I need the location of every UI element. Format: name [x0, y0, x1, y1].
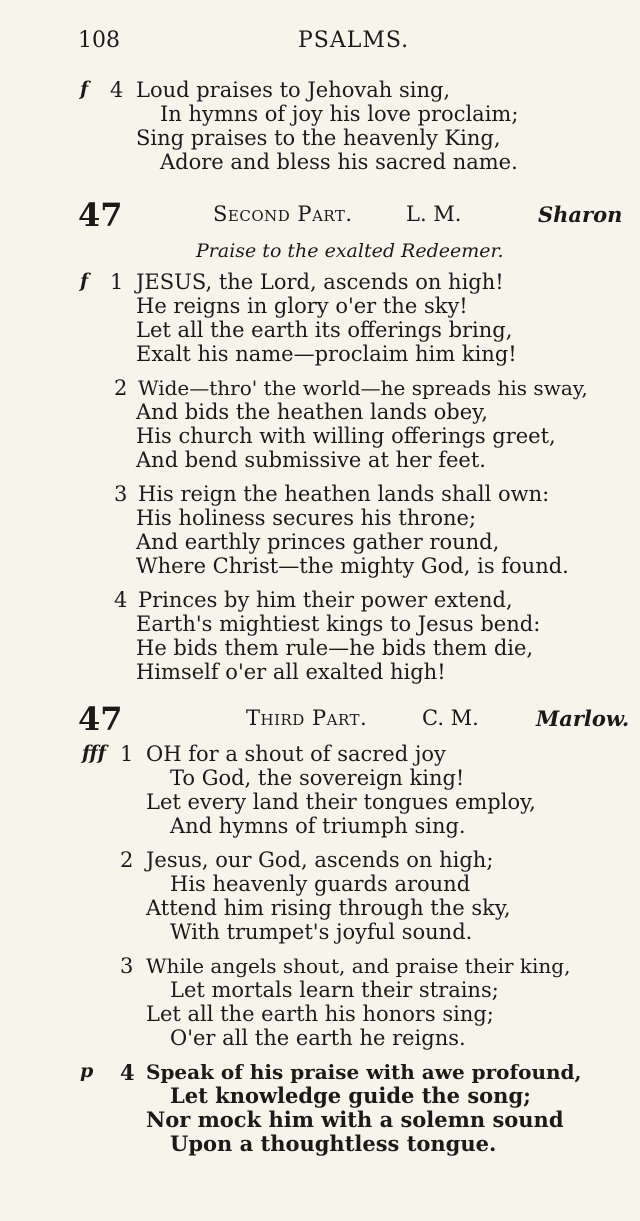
stanza-number: 1: [110, 270, 124, 294]
verse-line: Nor mock him with a solemn sound: [146, 1107, 564, 1132]
verse-line: To God, the sovereign king!: [170, 766, 465, 790]
tune-name: Sharon: [538, 202, 623, 227]
hymn-meter: C. M.: [422, 706, 479, 730]
hymn-number: 47: [78, 700, 123, 738]
dynamic-mark: fff: [82, 742, 106, 764]
stanza-number: 3: [120, 954, 134, 978]
page-number: 108: [78, 28, 120, 53]
verse-line: Attend him rising through the sky,: [146, 896, 511, 920]
verse-line: His reign the heathen lands shall own:: [138, 482, 550, 506]
verse-line: Princes by him their power extend,: [138, 588, 513, 612]
hymn-meter: L. M.: [406, 202, 462, 226]
verse-line: In hymns of joy his love proclaim;: [160, 102, 519, 126]
verse-line: Wide—thro' the world—he spreads his sway,: [138, 376, 588, 400]
tune-name: Marlow.: [536, 706, 630, 731]
stanza-number: 4: [120, 1060, 135, 1085]
dynamic-mark: f: [80, 78, 89, 100]
verse-line: His holiness secures his throne;: [136, 506, 477, 530]
verse-line: With trumpet's joyful sound.: [170, 920, 473, 944]
hymn-number: 47: [78, 196, 123, 234]
verse-line: Loud praises to Jehovah sing,: [136, 78, 451, 102]
verse-line: JESUS, the Lord, ascends on high!: [136, 270, 504, 294]
verse-line: Let every land their tongues employ,: [146, 790, 536, 814]
verse-line: Let all the earth its offerings bring,: [136, 318, 513, 342]
verse-line: OH for a shout of sacred joy: [146, 742, 446, 766]
verse-line: He reigns in glory o'er the sky!: [136, 294, 468, 318]
verse-line: O'er all the earth he reigns.: [170, 1026, 466, 1050]
hymn-subtitle: Praise to the exalted Redeemer.: [196, 240, 504, 262]
verse-line: Upon a thoughtless tongue.: [170, 1131, 497, 1156]
page-header: [78, 28, 614, 58]
verse-line: While angels shout, and praise their king,: [146, 954, 571, 978]
verse-line: And bend submissive at her feet.: [136, 448, 486, 472]
verse-line: His church with willing offerings greet,: [136, 424, 556, 448]
verse-line: Speak of his praise with awe profound,: [146, 1060, 582, 1084]
verse-line: Sing praises to the heavenly King,: [136, 126, 501, 150]
hymn-part-title: Second Part.: [213, 202, 353, 226]
stanza-number: 2: [120, 848, 134, 872]
verse-line: Let all the earth his honors sing;: [146, 1002, 494, 1026]
running-head: PSALMS.: [298, 28, 410, 53]
verse-line: Where Christ—the mighty God, is found.: [136, 554, 569, 578]
verse-line: And earthly princes gather round,: [136, 530, 500, 554]
verse-line: And bids the heathen lands obey,: [136, 400, 488, 424]
verse-line: Earth's mightiest kings to Jesus bend:: [136, 612, 541, 636]
hymn-part-title: Third Part.: [246, 706, 368, 730]
verse-line: Jesus, our God, ascends on high;: [146, 848, 494, 872]
verse-line: His heavenly guards around: [170, 872, 471, 896]
stanza-number: 2: [114, 376, 128, 400]
verse-line: And hymns of triumph sing.: [170, 814, 466, 838]
dynamic-mark: p: [80, 1060, 94, 1082]
verse-line: Let knowledge guide the song;: [170, 1083, 531, 1108]
verse-line: Exalt his name—proclaim him king!: [136, 342, 517, 366]
dynamic-mark: f: [80, 270, 89, 292]
stanza-number: 4: [110, 78, 124, 102]
stanza-number: 4: [114, 588, 128, 612]
verse-line: Adore and bless his sacred name.: [160, 150, 518, 174]
stanza-number: 1: [120, 742, 134, 766]
stanza-number: 3: [114, 482, 128, 506]
verse-line: Himself o'er all exalted high!: [136, 660, 446, 684]
verse-line: He bids them rule—he bids them die,: [136, 636, 534, 660]
verse-line: Let mortals learn their strains;: [170, 978, 499, 1002]
